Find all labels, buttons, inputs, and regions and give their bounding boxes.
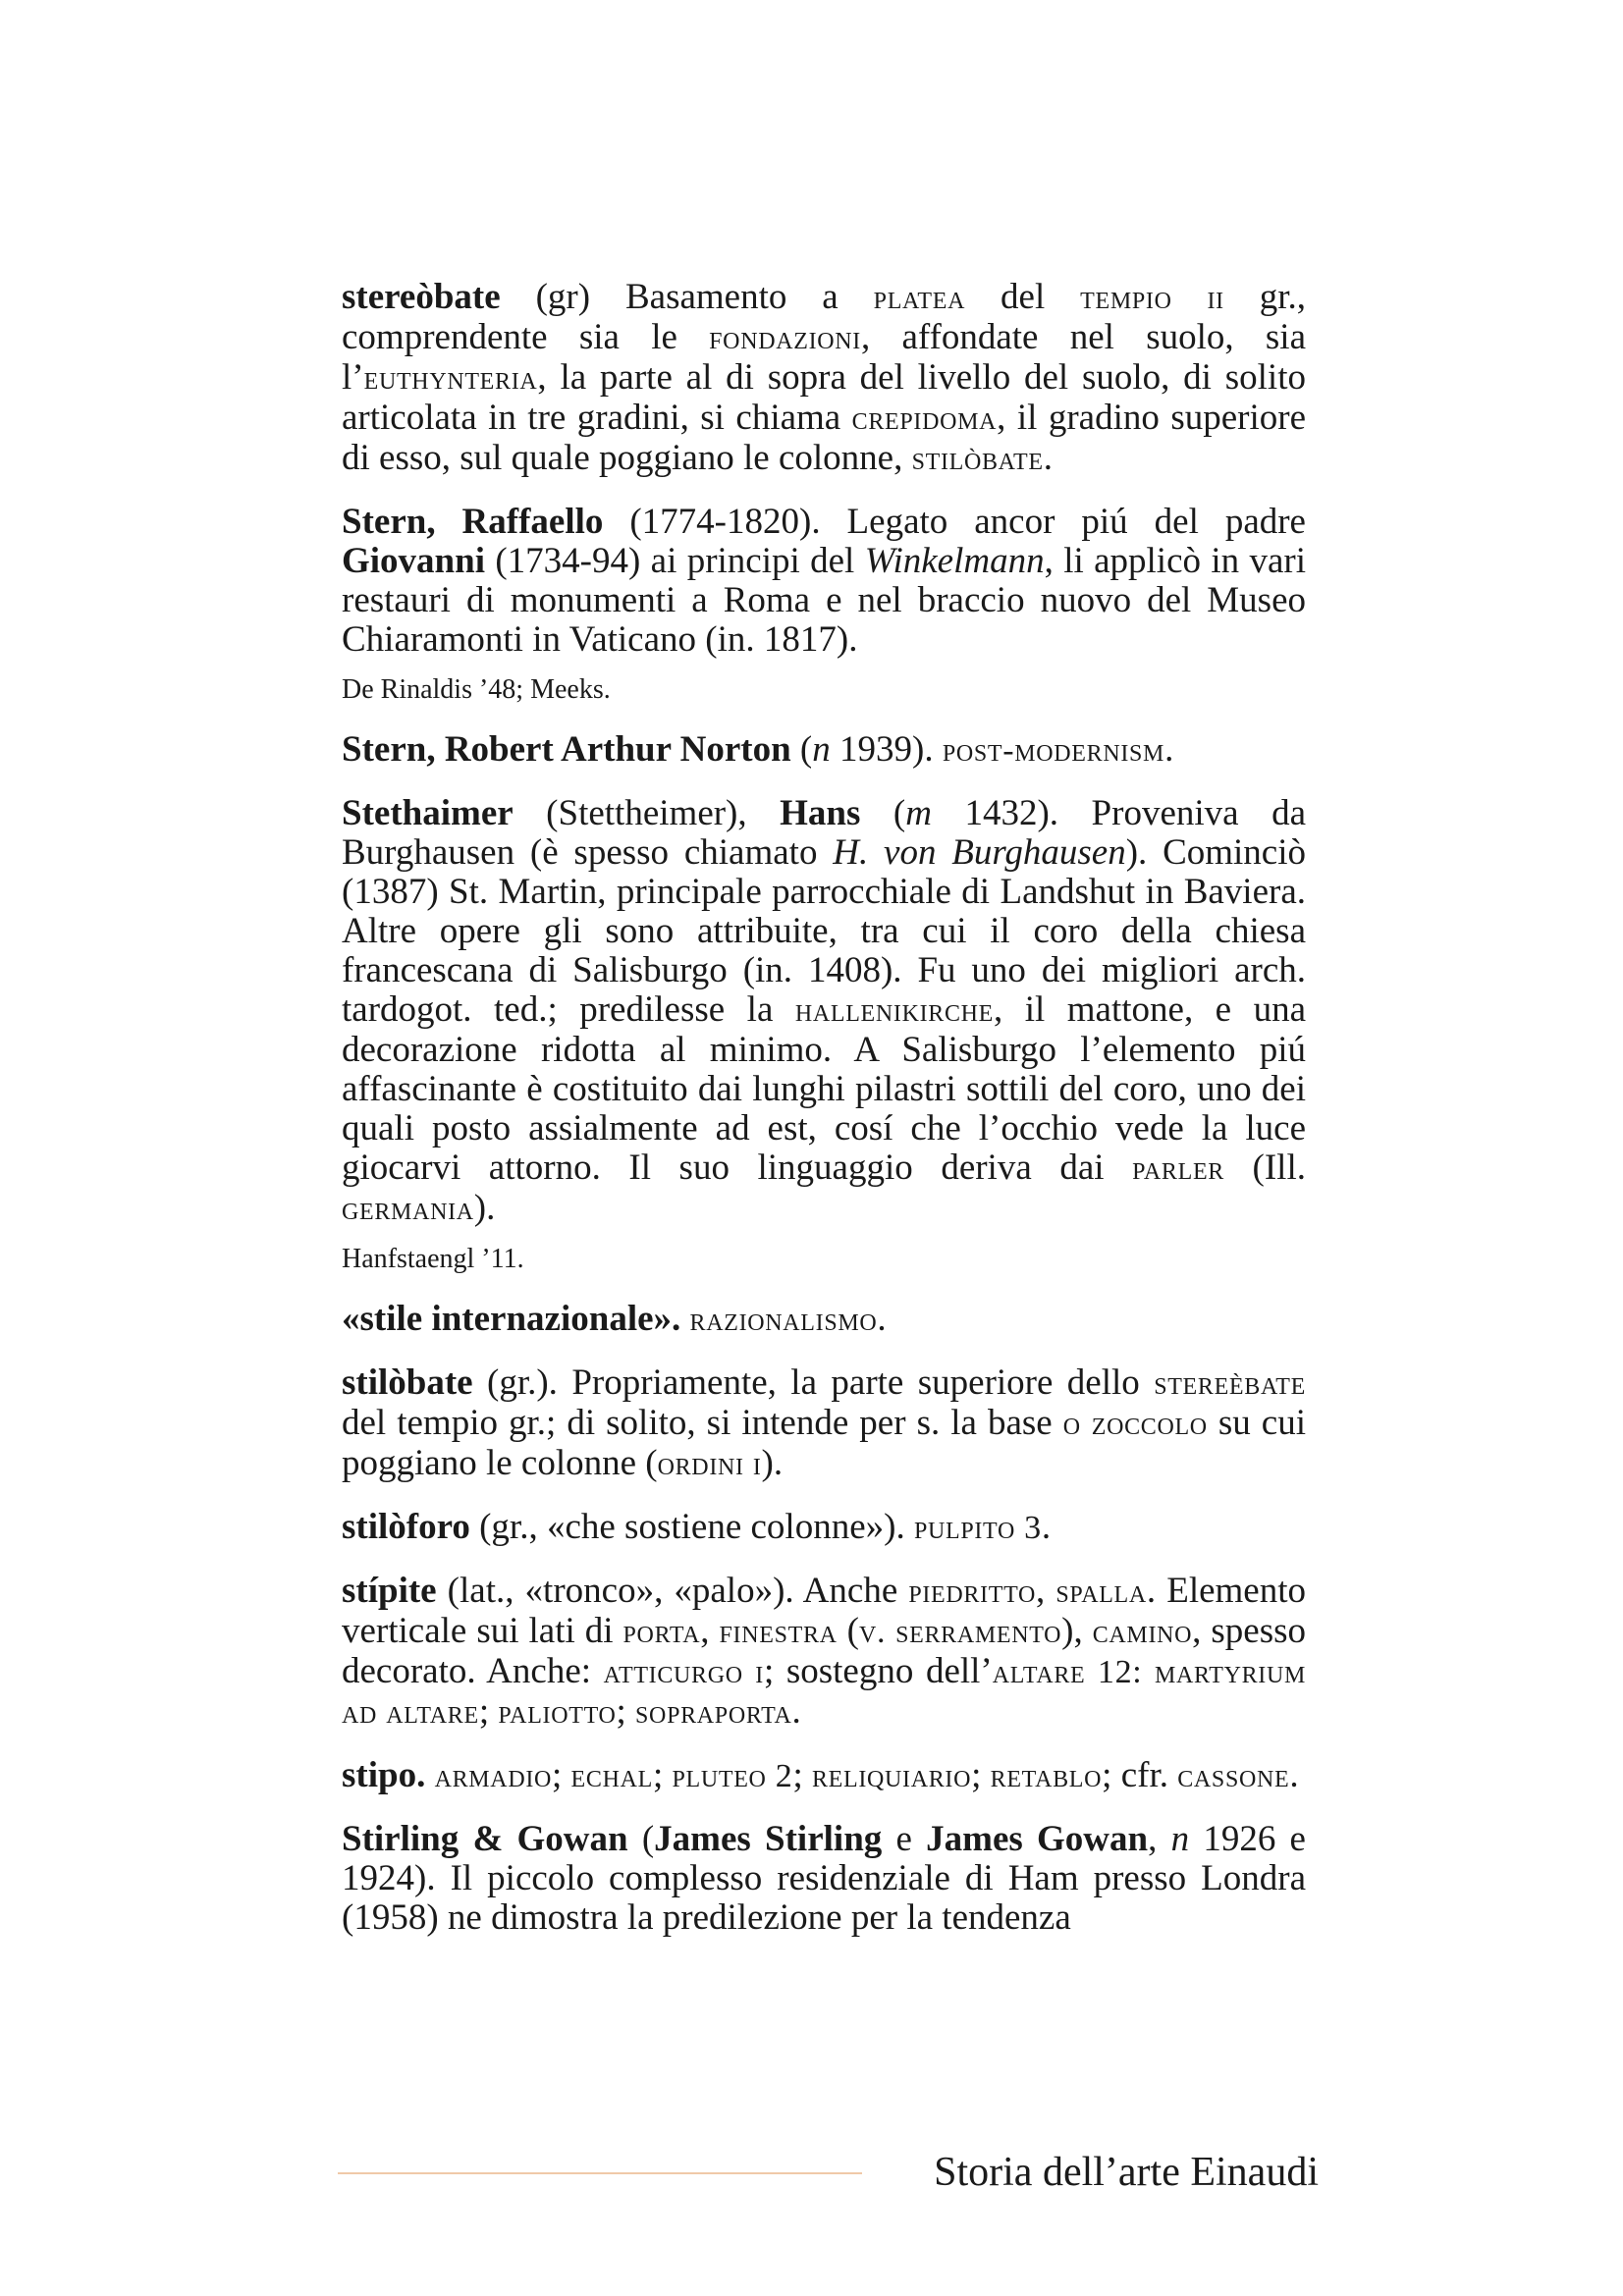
cross-reference-link[interactable]: sopraporta <box>635 1694 792 1731</box>
bibliography: De Rinaldis ’48; Meeks. <box>342 674 611 705</box>
entry-headword: stilòforo <box>342 1507 470 1547</box>
entry-stern-raffaello <box>342 503 1306 660</box>
entry-name: Giovanni <box>342 541 485 581</box>
entry-headword: stipo. <box>342 1755 426 1795</box>
footer-title: Storia dell’arte Einaudi <box>934 2150 1319 2195</box>
cross-reference-link[interactable]: v. serramento <box>858 1614 1062 1650</box>
entry-name: Hans <box>780 793 861 833</box>
cross-reference-link[interactable]: parler <box>1132 1150 1224 1187</box>
cross-reference-link[interactable]: reliquiario <box>811 1758 972 1794</box>
cross-reference-link[interactable]: stereèbate <box>1154 1365 1306 1402</box>
entry-name: James Stirling <box>654 1819 883 1859</box>
cross-reference-link[interactable]: crepidoma <box>851 400 998 437</box>
bibliography: Hanfstaengl ’11. <box>342 1244 524 1274</box>
cross-reference-link[interactable]: atticurgo i <box>603 1654 764 1690</box>
cross-reference-link[interactable]: euthynteria <box>363 360 538 397</box>
entry-headword: Stern, Raffaello <box>342 502 604 542</box>
entry-headword: «stile internazionale». <box>342 1299 681 1339</box>
cross-reference-link[interactable]: armadio <box>434 1758 553 1794</box>
cross-reference-link[interactable]: germania <box>342 1191 474 1227</box>
entry-stile-internazionale <box>342 1300 1306 1340</box>
cross-reference-link[interactable]: platea <box>873 280 966 316</box>
cross-reference-link[interactable]: camino <box>1092 1614 1193 1650</box>
dictionary-column <box>342 278 1306 1961</box>
cross-reference-link[interactable]: piedritto <box>908 1574 1037 1610</box>
entry-text: stípite (lat., «tronco», «palo»). Anche piedritto, spalla. Elemento verticale sui lati di porta, finestra (v. serramento), camino, spesso decorato. Anche: atticurgo i; sostegno dell’altare 12: martyrium ad altare; paliotto; sopraporta. <box>342 1571 1307 1732</box>
cross-reference-link[interactable]: altare 12: martyrium ad altare <box>342 1654 1306 1731</box>
cross-reference-link[interactable]: paliotto <box>498 1694 617 1731</box>
cross-reference-link[interactable]: porta <box>622 1614 701 1650</box>
cross-reference-link[interactable]: razionalismo <box>689 1302 878 1338</box>
cross-reference-link[interactable]: echal <box>570 1758 653 1794</box>
cross-reference-link[interactable]: pluteo 2 <box>672 1758 793 1794</box>
cross-reference-link[interactable]: ordini i <box>657 1446 762 1482</box>
entry-text: Stern, Robert Arthur Norton (n 1939). post-modernism. <box>342 729 1174 770</box>
entry-headword: stilòbate <box>342 1362 473 1403</box>
entry-headword: stereòbate <box>342 277 501 317</box>
entry-text: Stirling & Gowan (James Stirling e James Gowan, n 1926 e 1924). Il piccolo complesso residenziale di Ham presso Londra (1958) ne dimostra la predilezione per la tendenza <box>342 1819 1306 1938</box>
cross-reference-link[interactable]: pulpito 3 <box>913 1510 1042 1546</box>
entry-text: stereòbate (gr) Basamento a platea del tempio ii gr., comprendente sia le fondazioni, affondate nel suolo, sia l’euthynteria, la parte al di sopra del livello del suolo, di solito articolata in tre gradini, si chiama crepidoma, il gradino superiore di esso, sul quale poggiano le colonne, stilòbate. <box>342 277 1307 478</box>
cross-reference-link[interactable]: spalla <box>1055 1574 1147 1610</box>
entry-stilobate <box>342 1363 1306 1484</box>
cross-reference-link[interactable]: retablo <box>990 1758 1103 1794</box>
cross-reference-link[interactable]: stilòbate <box>911 441 1044 477</box>
cross-reference-link[interactable]: finestra <box>719 1614 838 1650</box>
entry-stern-robert <box>342 730 1306 771</box>
cross-reference-link[interactable]: post-modernism <box>942 732 1165 769</box>
cross-reference-link[interactable]: cassone <box>1177 1758 1290 1794</box>
entry-text: «stile internazionale». razionalismo. <box>342 1299 887 1339</box>
entry-stipo <box>342 1756 1306 1796</box>
entry-stethaimer <box>342 794 1306 1229</box>
cross-reference-link[interactable]: hallenikirche <box>794 992 994 1029</box>
entry-headword: Stethaimer <box>342 793 514 833</box>
entry-text: Stern, Raffaello (1774-1820). Legato ancor piú del padre Giovanni (1734-94) ai principi del Winkelmann, li applicò in vari restauri di monumenti a Roma e nel braccio nuovo del Museo Chiaramonti in Vaticano (in. 1817). <box>342 502 1306 660</box>
entry-text: stilòforo (gr., «che sostiene colonne»). pulpito 3. <box>342 1507 1052 1547</box>
entry-headword: stípite <box>342 1571 437 1611</box>
entry-stirling-gowan <box>342 1820 1306 1938</box>
entry-text: stipo. armadio; echal; pluteo 2; reliquiario; retablo; cfr. cassone. <box>342 1755 1299 1795</box>
entry-stiloforo <box>342 1508 1306 1548</box>
entry-name: James Gowan <box>926 1819 1149 1859</box>
entry-headword: Stern, Robert Arthur Norton <box>342 729 791 770</box>
entry-stereobate <box>342 278 1306 479</box>
cross-reference-link[interactable]: fondazioni <box>709 320 861 356</box>
cross-reference-link[interactable]: o zoccolo <box>1062 1406 1208 1442</box>
entry-text: stilòbate (gr.). Propriamente, la parte superiore dello stereèbate del tempio gr.; di solito, si intende per s. la base o zoccolo su cui poggiano le colonne (ordini i). <box>342 1362 1306 1483</box>
cross-reference-link[interactable]: tempio ii <box>1080 280 1224 316</box>
footer-divider <box>338 2172 862 2174</box>
entry-stipite <box>342 1572 1306 1733</box>
entry-headword: Stirling & Gowan <box>342 1819 628 1859</box>
entry-text: Stethaimer (Stettheimer), Hans (m 1432). Proveniva da Burghausen (è spesso chiamato H. von Burghausen). Cominciò (1387) St. Martin, principale parrocchiale di Landshut in Baviera. Altre opere gli sono attribuite, tra cui il coro della chiesa francescana di Salisburgo (in. 1408). Fu uno dei migliori arch. tardogot. ted.; predilesse la hallenikirche, il mattone, e una decorazione ridotta al minimo. A Salisburgo l’elemento piú affascinante è costituito dai lunghi pilastri sottili del coro, uno dei quali posto assialmente ad est, cosí che l’occhio vede la luce giocarvi attorno. Il suo linguaggio deriva dai parler (Ill. germania). <box>342 793 1307 1228</box>
